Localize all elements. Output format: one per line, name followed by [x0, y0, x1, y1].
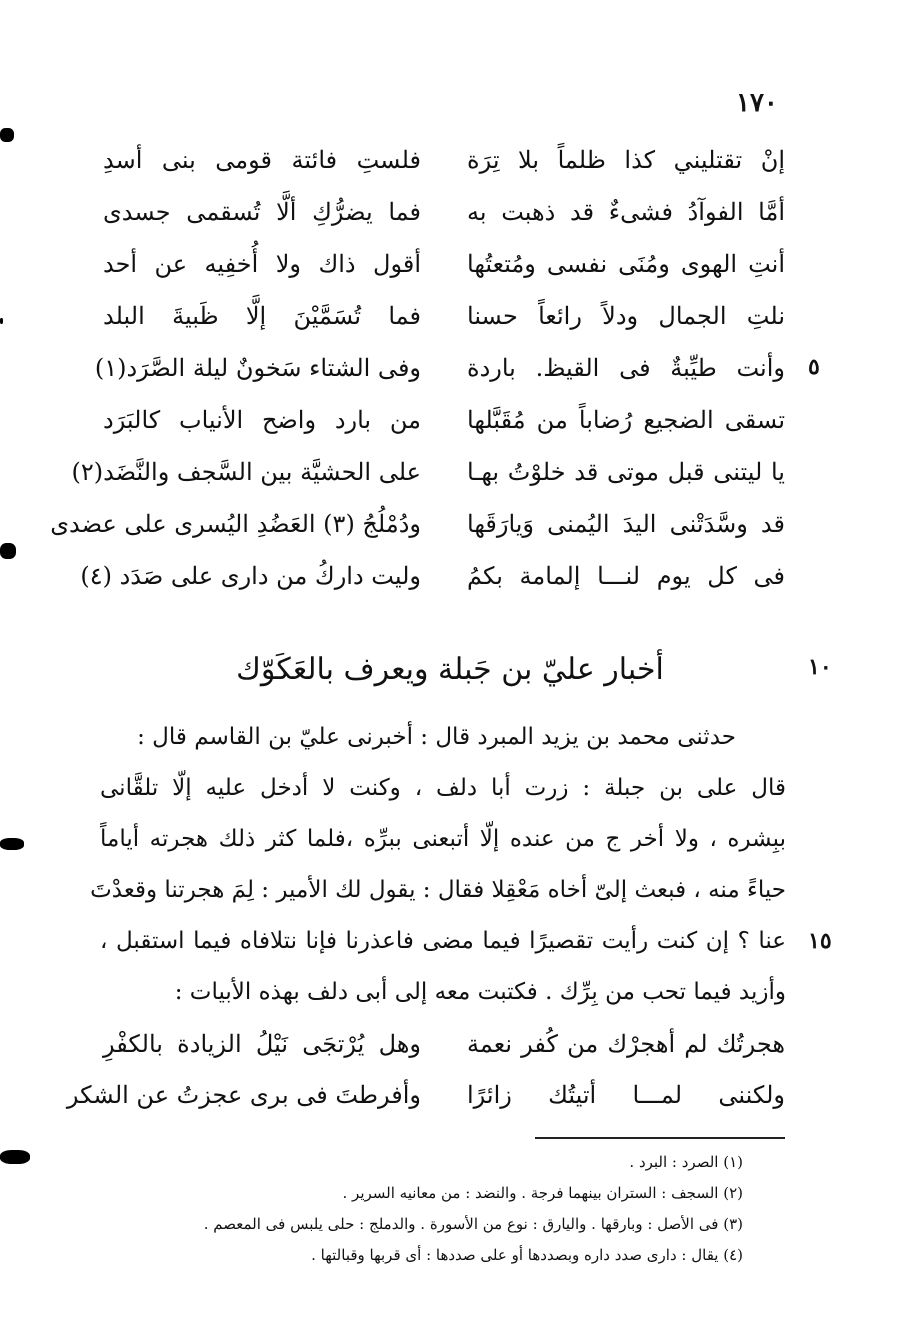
chapter-title: أخبار عليّ بن جَبلة ويعرف بالعَكَوّك — [236, 652, 664, 687]
verse-left-hemistich: وهل يُرْتجَى نَيْلُ الزيادة بالكفْرِ — [103, 1030, 421, 1058]
prose-line: قال على بن جبلة : زرت أبا دلف ، وكنت لا أدخل عليه إلّا تلقَّانى — [100, 775, 786, 801]
margin-mark — [0, 128, 14, 142]
prose-line: ببِشره ، ولا أخر ج من عنده إلّا أتبعنى ببرِّه ،فلما كثر ذلك هجرته أياماً — [100, 826, 786, 852]
verse-right-hemistich: أنتِ الهوى ومُنَى نفسى ومُتعتُها — [467, 250, 785, 278]
verse-right-hemistich: ولكننى لمـــا أتيتُك زائرًا — [467, 1081, 785, 1109]
line-number-5: ٥ — [808, 354, 820, 380]
verse-right-hemistich: قد وسَّدَتْنى اليدَ اليُمنى وَيارَقَها — [467, 510, 785, 538]
page-number: ١٧٠ — [736, 88, 778, 118]
verse-left-hemistich: أقول ذاك ولا أُخفِيه عن أحد — [103, 250, 421, 278]
line-number-10: ١٠ — [808, 654, 832, 680]
line-number-15: ١٥ — [808, 928, 832, 954]
verse-line — [95, 250, 785, 302]
verse-right-hemistich: تسقى الضجيع رُضاباً من مُقَبَّلها — [467, 406, 785, 434]
verse-line — [95, 354, 785, 406]
margin-mark — [0, 318, 3, 324]
verse-line — [95, 198, 785, 250]
margin-mark — [0, 543, 16, 559]
verse-left-hemistich: وأفرطتَ فى برى عجزتُ عن الشكر — [66, 1081, 421, 1109]
verse-right-hemistich: هجرتُك لم أهجرْك من كُفر نعمة — [467, 1030, 785, 1058]
verse-left-hemistich: من بارد واضح الأنياب كالبَرَد — [103, 406, 421, 434]
footnote-separator — [535, 1137, 785, 1139]
verse-line — [66, 1081, 785, 1133]
prose-line: حياءً منه ، فبعث إلىّ أخاه مَعْقِلا فقال : يقول لك الأمير : لِمَ هجرتنا وقعدْتَ — [90, 877, 786, 903]
verse-line — [95, 406, 785, 458]
verse-left-hemistich: فلستِ فائتة قومى بنى أسدِ — [103, 146, 421, 174]
verse-right-hemistich: أمَّا الفوآدُ فشىءٌ قد ذهبت به — [467, 198, 785, 226]
margin-mark — [0, 1150, 30, 1164]
verse-left-hemistich: فما تُسَمَّيْنَ إلَّا ظَبيةَ البلد — [103, 302, 421, 330]
verse-left-hemistich: وليت داركُ من دارى على صَدَد (٤) — [80, 562, 421, 590]
footnote: (٢) السجف : الستران بينهما فرجة . والنضد : من معانيه السرير . — [342, 1184, 743, 1202]
verse-right-hemistich: نلتِ الجمال ودلاً رائعاً حسنا — [467, 302, 785, 330]
verse-line — [71, 458, 785, 510]
verse-line — [95, 146, 785, 198]
verse-left-hemistich: فما يضرُّكِ ألَّا تُسقمى جسدى — [103, 198, 421, 226]
verse-right-hemistich: وأنت طيِّبةٌ فى القيظ. باردة — [467, 354, 785, 382]
verse-line — [95, 302, 785, 354]
verse-line — [80, 562, 785, 614]
footnote: (٤) يقال : دارى صدد داره وبصددها أو على صددها : أى قربها وقبالتها . — [311, 1246, 743, 1264]
footnote: (١) الصرد : البرد . — [629, 1153, 743, 1171]
verse-left-hemistich: وفى الشتاء سَخونٌ ليلة الصَّرَد(١) — [94, 354, 421, 382]
prose-line: وأزيد فيما تحب من بِرِّك . فكتبت معه إلى أبى دلف بهذه الأبيات : — [174, 979, 786, 1005]
margin-mark — [0, 838, 24, 850]
verse-right-hemistich: إنْ تقتليني كذا ظلماً بلا تِرَة — [467, 146, 785, 174]
verse-left-hemistich: على الحشيَّة بين السَّجف والنَّضَد(٢) — [71, 458, 421, 486]
verse-right-hemistich: فى كل يوم لنـــا إلمامة بكمُ — [467, 562, 785, 590]
footnote: (٣) فى الأصل : وبارقها . واليارق : نوع من الأسورة . والدملج : حلى يلبس فى المعصم . — [203, 1215, 743, 1233]
verse-left-hemistich: ودُمْلُجُ (٣) العَضُدِ اليُسرى على عضدى — [50, 510, 421, 538]
prose-line: عنا ؟ إن كنت رأيت تقصيرًا فيما مضى فاعذرنا فإنا نتلافاه فيما استقبل ، — [100, 928, 786, 954]
verse-line — [50, 510, 785, 562]
prose-line: حدثنى محمد بن يزيد المبرد قال : أخبرنى عليّ بن القاسم قال : — [137, 724, 736, 750]
verse-right-hemistich: يا ليتنى قبل موتى قد خلوْتُ بهـا — [467, 458, 785, 486]
verse-line — [95, 1030, 785, 1082]
